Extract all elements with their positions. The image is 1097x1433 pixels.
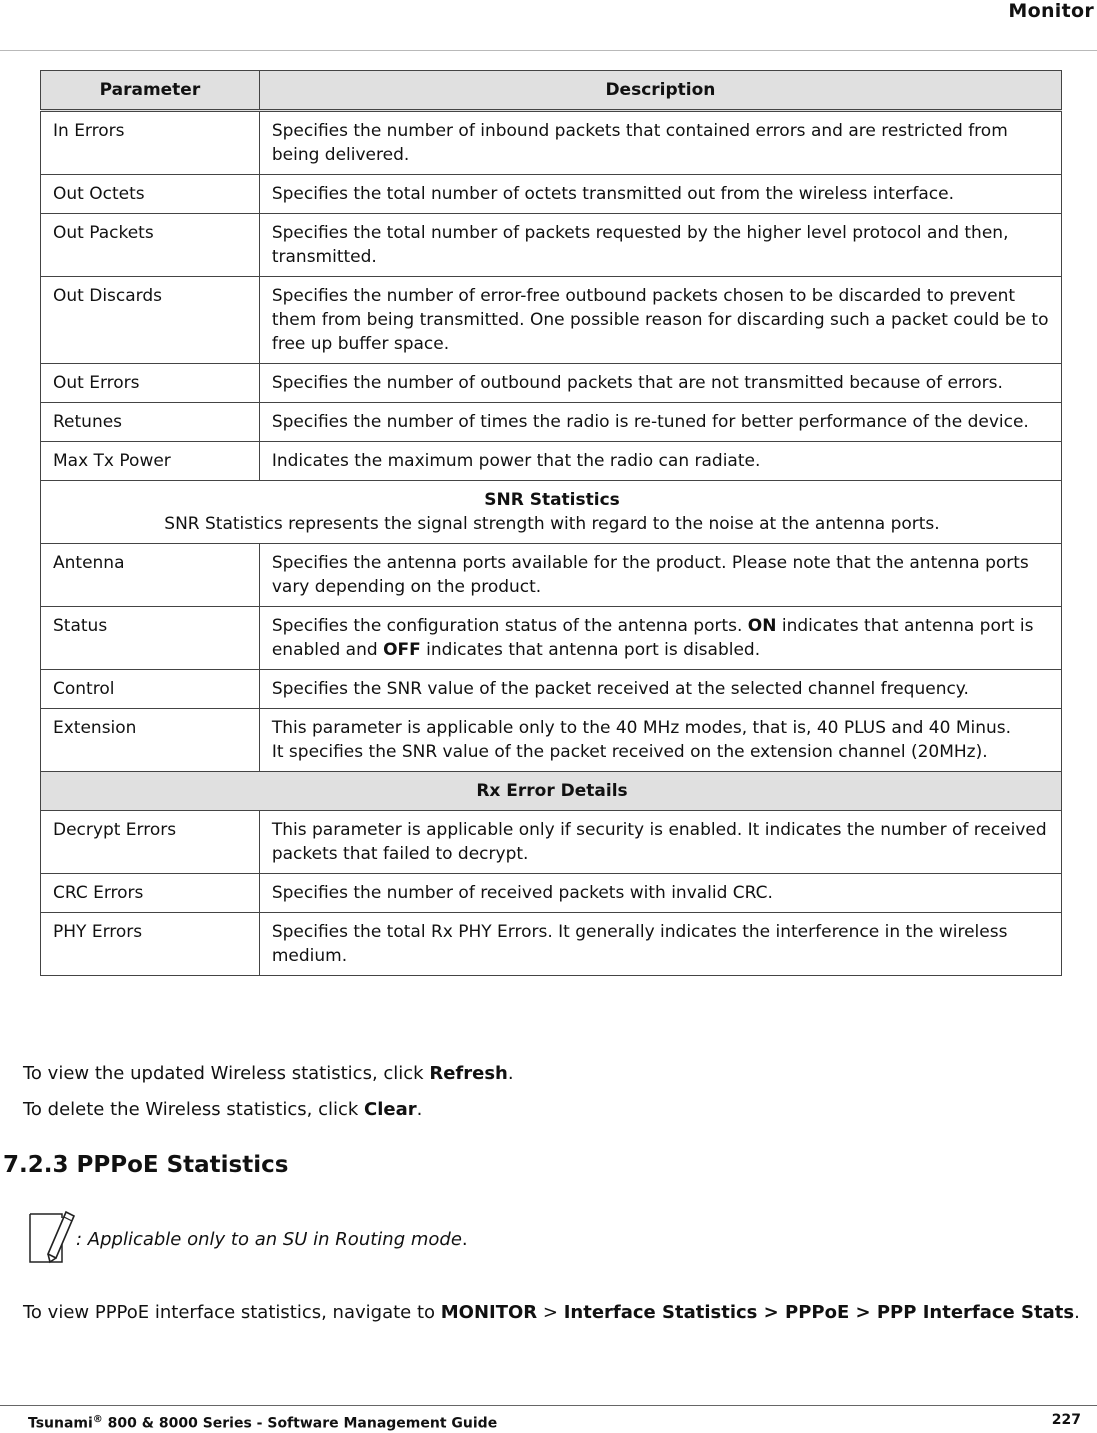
desc-cell: Specifies the total number of octets transmitted out from the wireless interface. [259, 175, 1061, 214]
table-row [41, 111, 1062, 175]
table-row [41, 811, 1062, 874]
param-cell: CRC Errors [41, 874, 260, 913]
clear-period: . [416, 1099, 423, 1120]
section-row-rx [41, 772, 1062, 811]
footer-registered-mark: ® [92, 1414, 103, 1425]
status-desc-part: indicates that antenna port is enabled and [271, 616, 1034, 660]
param-cell: Out Packets [41, 214, 260, 277]
table-row [41, 175, 1062, 214]
note-period: . [461, 1229, 468, 1250]
note-italic-text: : Applicable only to an SU in Routing mode [76, 1229, 462, 1250]
nav-period: . [1074, 1302, 1080, 1323]
parameter-table [40, 70, 1062, 976]
table-row [41, 607, 1062, 670]
desc-cell: Specifies the total Rx PHY Errors. It generally indicates the interference in the wireless medium. [259, 913, 1061, 976]
refresh-text: To view the updated Wireless statistics, click [23, 1063, 430, 1084]
param-cell: In Errors [41, 111, 260, 175]
section-row-snr [41, 481, 1062, 544]
status-desc-part: Specifies the configuration status of the antenna ports. [271, 616, 748, 636]
status-desc-part: indicates that antenna port is disabled. [420, 640, 761, 660]
table-header-row [41, 71, 1062, 111]
nav-separator: > [537, 1302, 564, 1323]
param-cell: Antenna [41, 544, 260, 607]
table-row [41, 709, 1062, 772]
section-title-snr: SNR Statistics [484, 490, 620, 510]
clear-text: To delete the Wireless statistics, click [23, 1099, 365, 1120]
desc-cell [259, 709, 1061, 772]
desc-cell: Specifies the SNR value of the packet received at the selected channel frequency. [259, 670, 1061, 709]
desc-cell: Indicates the maximum power that the radio can radiate. [259, 442, 1061, 481]
param-cell: Decrypt Errors [41, 811, 260, 874]
desc-cell [259, 607, 1061, 670]
param-cell: Out Errors [41, 364, 260, 403]
param-cell: Out Discards [41, 277, 260, 364]
param-cell: Retunes [41, 403, 260, 442]
note-text [76, 1228, 468, 1252]
footer-product-title [28, 1411, 497, 1433]
status-on-keyword: ON [747, 616, 777, 636]
desc-cell: Specifies the number of error-free outbound packets chosen to be discarded to prevent them from being transmitted. One possible reason for discarding such a packet could be to free up buffer space. [259, 277, 1061, 364]
refresh-period: . [507, 1063, 514, 1084]
table-row [41, 214, 1062, 277]
footer-guide-name: 800 & 8000 Series - Software Management Guide [102, 1415, 498, 1432]
table-row [41, 442, 1062, 481]
nav-text: To view PPPoE interface statistics, navigate to [23, 1302, 441, 1323]
desc-cell: Specifies the total number of packets requested by the higher level protocol and then, transmitted. [259, 214, 1061, 277]
footer-divider [0, 1405, 1097, 1406]
desc-cell: Specifies the number of inbound packets that contained errors and are restricted from being delivered. [259, 111, 1061, 175]
clear-instruction [23, 1098, 422, 1122]
desc-cell: Specifies the antenna ports available for the product. Please note that the antenna ports vary depending on the product. [259, 544, 1061, 607]
desc-cell: Specifies the number of times the radio is re-tuned for better performance of the device. [259, 403, 1061, 442]
table-row [41, 874, 1062, 913]
table-row [41, 364, 1062, 403]
section-heading: 7.2.3 PPPoE Statistics [3, 1152, 289, 1178]
section-cell-snr [41, 481, 1062, 544]
section-subtitle-snr: SNR Statistics represents the signal strength with regard to the noise at the antenna ports. [164, 514, 940, 534]
param-cell: Max Tx Power [41, 442, 260, 481]
param-cell: Status [41, 607, 260, 670]
nav-monitor-keyword: MONITOR [440, 1302, 538, 1323]
param-cell: Control [41, 670, 260, 709]
desc-cell: Specifies the number of outbound packets that are not transmitted because of errors. [259, 364, 1061, 403]
table-row [41, 544, 1062, 607]
param-cell: Extension [41, 709, 260, 772]
footer-product-name: Tsunami [28, 1415, 93, 1432]
table-row [41, 670, 1062, 709]
table-row [41, 277, 1062, 364]
page-number: 227 [1051, 1412, 1081, 1428]
param-cell: PHY Errors [41, 913, 260, 976]
header-divider [0, 50, 1097, 51]
status-off-keyword: OFF [383, 640, 421, 660]
note-pencil-icon [26, 1206, 80, 1266]
refresh-keyword: Refresh [429, 1063, 508, 1084]
desc-cell: This parameter is applicable only if security is enabled. It indicates the number of received packets that failed to decrypt. [259, 811, 1061, 874]
table-row [41, 403, 1062, 442]
navigation-instruction [23, 1301, 1080, 1325]
extension-desc-line: It specifies the SNR value of the packet received on the extension channel (20MHz). [271, 742, 988, 762]
extension-desc-line: This parameter is applicable only to the 40 MHz modes, that is, 40 PLUS and 40 Minus. [271, 718, 1012, 738]
column-header-description: Description [259, 71, 1061, 111]
column-header-parameter: Parameter [41, 71, 260, 111]
refresh-instruction [23, 1062, 514, 1086]
nav-path-keyword: Interface Statistics > PPPoE > PPP Interface Stats [563, 1302, 1075, 1323]
page-header-title: Monitor [1008, 0, 1094, 22]
section-title-rx: Rx Error Details [41, 772, 1062, 811]
param-cell: Out Octets [41, 175, 260, 214]
clear-keyword: Clear [364, 1099, 417, 1120]
desc-cell: Specifies the number of received packets with invalid CRC. [259, 874, 1061, 913]
table-row [41, 913, 1062, 976]
